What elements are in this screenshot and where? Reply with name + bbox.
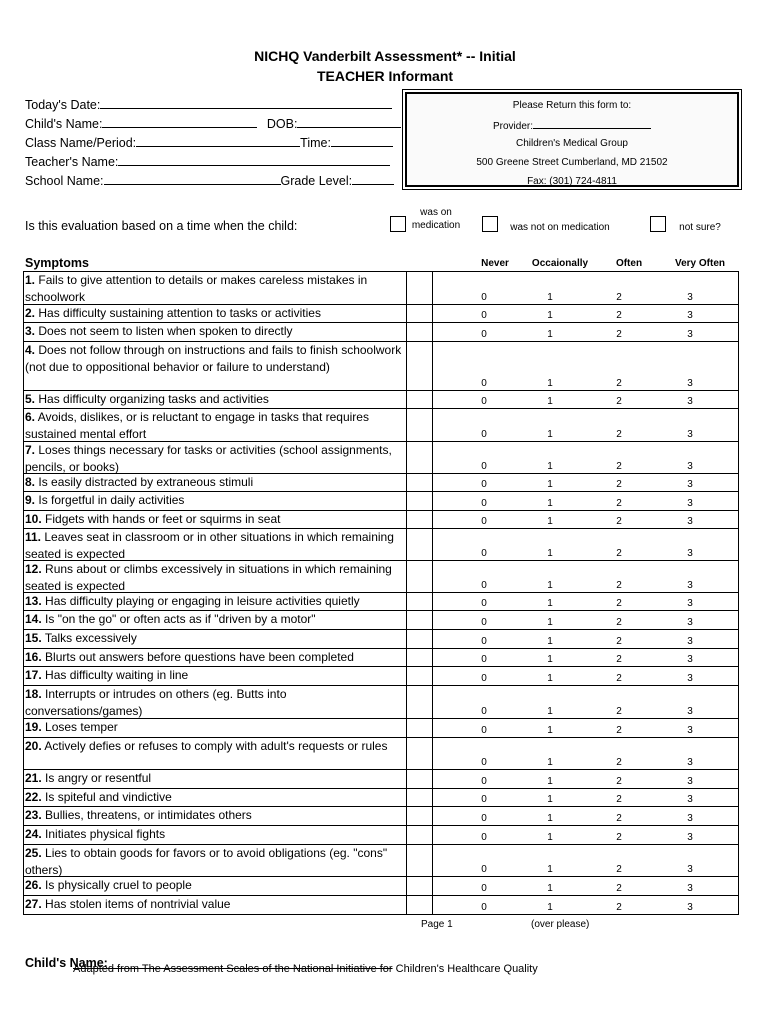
symptom-number: 8. [25, 475, 36, 489]
score-2[interactable]: 2 [616, 516, 622, 527]
score-3[interactable]: 3 [687, 329, 693, 340]
symptom-description: Avoids, dislikes, or is reluctant to engage in tasks that requires sustained mental effort [25, 410, 369, 441]
symptom-description: Has difficulty playing or engaging in leisure activities quietly [45, 594, 360, 608]
symptom-description: Talks excessively [44, 631, 137, 645]
score-3[interactable]: 3 [687, 617, 693, 628]
score-0[interactable]: 0 [481, 757, 487, 768]
symptom-text [23, 789, 407, 806]
symptom-blank-cell [407, 630, 433, 648]
score-0[interactable]: 0 [481, 548, 487, 559]
symptom-number: 2. [25, 306, 36, 320]
symptom-number: 14. [25, 612, 42, 626]
score-3[interactable]: 3 [687, 654, 693, 665]
symptom-row [23, 592, 739, 610]
score-3[interactable]: 3 [687, 883, 693, 894]
score-0[interactable]: 0 [481, 310, 487, 321]
score-0[interactable]: 0 [481, 617, 487, 628]
todays-date-label: Today's Date: [25, 98, 101, 112]
symptom-blank-cell [407, 492, 433, 510]
score-1[interactable]: 1 [547, 429, 553, 440]
todays-date-line[interactable] [100, 97, 392, 109]
score-3[interactable]: 3 [687, 725, 693, 736]
symptom-text [23, 409, 407, 441]
symptom-description: Fails to give attention to details or makes careless mistakes in schoolwork [25, 273, 368, 304]
symptom-number: 15. [25, 631, 42, 645]
return-fax: Fax: (301) 724-4811 [527, 176, 617, 187]
on-medication-checkbox[interactable] [390, 216, 406, 232]
score-2[interactable]: 2 [616, 461, 622, 472]
symptom-blank-cell [407, 807, 433, 825]
symptom-number: 16. [25, 650, 42, 664]
school-name-line[interactable] [104, 173, 281, 185]
symptom-description: Runs about or climbs excessively in situations in which remaining seated is expected [25, 562, 392, 593]
score-1[interactable]: 1 [547, 617, 553, 628]
score-1[interactable]: 1 [547, 813, 553, 824]
score-1[interactable]: 1 [547, 794, 553, 805]
symptom-row [23, 473, 739, 491]
teachers-name-field[interactable] [25, 154, 390, 169]
score-1[interactable]: 1 [547, 883, 553, 894]
score-0[interactable]: 0 [481, 396, 487, 407]
symptoms-header: Symptoms [25, 256, 89, 270]
symptom-text [23, 630, 407, 648]
symptom-blank-cell [407, 529, 433, 560]
return-instruction: Please Return this form to: [512, 100, 632, 111]
score-2[interactable]: 2 [616, 776, 622, 787]
score-0[interactable]: 0 [481, 498, 487, 509]
symptom-text [23, 442, 407, 473]
teachers-name-label: Teacher's Name: [25, 155, 119, 169]
symptom-number: 27. [25, 897, 42, 911]
score-0[interactable]: 0 [481, 292, 487, 303]
score-0[interactable]: 0 [481, 329, 487, 340]
symptom-description: Leaves seat in classroom or in other situations in which remaining seated is expected [25, 530, 394, 561]
score-3[interactable]: 3 [687, 636, 693, 647]
score-3[interactable]: 3 [687, 310, 693, 321]
symptom-row [23, 666, 739, 685]
score-0[interactable]: 0 [481, 598, 487, 609]
symptom-blank-cell [407, 686, 433, 718]
score-0[interactable]: 0 [481, 883, 487, 894]
symptom-number: 9. [25, 493, 36, 507]
score-1[interactable]: 1 [547, 673, 553, 684]
symptom-description: Initiates physical fights [45, 827, 166, 841]
adapted-credit-struck: Adapted from The Assessment Scales of the National Initiative for [73, 963, 393, 975]
score-1[interactable]: 1 [547, 461, 553, 472]
childs-name-line[interactable] [102, 116, 257, 128]
dob-label: DOB: [266, 117, 298, 131]
not-on-medication-checkbox[interactable] [482, 216, 498, 232]
symptom-number: 3. [25, 324, 36, 338]
col-occasionally: Occaionally [531, 258, 589, 269]
symptom-text [23, 686, 407, 718]
score-1[interactable]: 1 [547, 654, 553, 665]
symptom-number: 23. [25, 808, 42, 822]
return-org: Children's Medical Group [516, 138, 628, 149]
score-0[interactable]: 0 [481, 776, 487, 787]
symptom-text [23, 738, 407, 769]
score-0[interactable]: 0 [481, 516, 487, 527]
symptom-blank-cell [407, 789, 433, 806]
score-3[interactable]: 3 [687, 292, 693, 303]
score-3[interactable]: 3 [687, 378, 693, 389]
symptom-row [23, 304, 739, 322]
symptom-blank-cell [407, 667, 433, 685]
class-period-field[interactable] [25, 135, 393, 150]
symptom-blank-cell [407, 611, 433, 629]
score-1[interactable]: 1 [547, 864, 553, 875]
symptom-number: 21. [25, 771, 42, 785]
on-medication-label [406, 206, 466, 232]
symptom-blank-cell [407, 342, 433, 390]
childs-name-label: Child's Name: [25, 117, 103, 131]
symptom-text [23, 272, 407, 304]
score-2[interactable]: 2 [616, 329, 622, 340]
symptom-row [23, 844, 739, 876]
childs-name-field[interactable] [25, 116, 401, 131]
score-0[interactable]: 0 [481, 673, 487, 684]
score-2[interactable]: 2 [616, 310, 622, 321]
score-3[interactable]: 3 [687, 580, 693, 591]
class-period-label: Class Name/Period: [25, 136, 137, 150]
provider-field[interactable] [407, 119, 737, 132]
not-on-medication-label: was not on medication [510, 222, 610, 233]
symptom-text [23, 323, 407, 341]
score-0[interactable]: 0 [481, 864, 487, 875]
score-2[interactable]: 2 [616, 498, 622, 509]
symptom-blank-cell [407, 561, 433, 592]
symptom-description: Does not seem to listen when spoken to directly [38, 324, 293, 338]
time-line[interactable] [331, 135, 393, 147]
score-0[interactable]: 0 [481, 706, 487, 717]
score-1[interactable]: 1 [547, 725, 553, 736]
symptom-blank-cell [407, 738, 433, 769]
symptom-number: 7. [25, 443, 36, 457]
score-3[interactable]: 3 [687, 813, 693, 824]
symptom-description: Lies to obtain goods for favors or to avoid obligations (eg. "cons" others) [25, 846, 388, 877]
adapted-credit-rest: Children's Healthcare Quality [392, 963, 538, 975]
symptom-blank-cell [407, 391, 433, 408]
symptom-number: 4. [25, 343, 36, 357]
score-1[interactable]: 1 [547, 396, 553, 407]
time-label: Time: [300, 136, 331, 150]
symptom-row [23, 788, 739, 806]
symptom-row [23, 806, 739, 825]
symptom-blank-cell [407, 877, 433, 895]
symptom-blank-cell [407, 845, 433, 876]
score-0[interactable]: 0 [481, 461, 487, 472]
score-0[interactable]: 0 [481, 636, 487, 647]
symptom-row [23, 528, 739, 560]
score-2[interactable]: 2 [616, 617, 622, 628]
symptom-description: Is "on the go" or often acts as if "driven by a motor" [45, 612, 316, 626]
score-0[interactable]: 0 [481, 832, 487, 843]
symptom-text [23, 877, 407, 895]
form-subtitle: TEACHER Informant [316, 68, 454, 84]
symptom-blank-cell [407, 511, 433, 528]
score-2[interactable]: 2 [616, 580, 622, 591]
symptom-text [23, 342, 407, 390]
symptom-description: Has difficulty waiting in line [45, 668, 189, 682]
symptom-row [23, 322, 739, 341]
score-0[interactable]: 0 [481, 378, 487, 389]
symptom-text [23, 529, 407, 560]
score-1[interactable]: 1 [547, 310, 553, 321]
symptom-number: 10. [25, 512, 42, 526]
teachers-name-line[interactable] [118, 154, 390, 166]
score-1[interactable]: 1 [547, 378, 553, 389]
symptom-row [23, 560, 739, 592]
score-2[interactable]: 2 [616, 902, 622, 913]
col-very-often: Very Often [674, 258, 726, 269]
score-2[interactable]: 2 [616, 794, 622, 805]
symptom-description: Bullies, threatens, or intimidates others [45, 808, 252, 822]
symptom-description: Has stolen items of nontrivial value [45, 897, 231, 911]
symptom-number: 25. [25, 846, 42, 860]
score-3[interactable]: 3 [687, 461, 693, 472]
school-name-field[interactable] [25, 173, 394, 188]
class-period-line[interactable] [136, 135, 300, 147]
symptom-description: Has difficulty sustaining attention to tasks or activities [38, 306, 321, 320]
adapted-credit [73, 963, 538, 975]
symptom-row [23, 491, 739, 510]
score-0[interactable]: 0 [481, 654, 487, 665]
score-0[interactable]: 0 [481, 813, 487, 824]
score-2[interactable]: 2 [616, 813, 622, 824]
dob-line[interactable] [297, 116, 401, 128]
symptom-blank-cell [407, 409, 433, 441]
score-2[interactable]: 2 [616, 757, 622, 768]
symptom-blank-cell [407, 272, 433, 304]
symptom-description: Does not follow through on instructions and fails to finish schoolwork (not due to oppositional behavior or failure to understand) [25, 343, 402, 374]
symptom-description: Fidgets with hands or feet or squirms in seat [45, 512, 281, 526]
symptom-description: Is angry or resentful [45, 771, 152, 785]
score-2[interactable]: 2 [616, 832, 622, 843]
score-2[interactable]: 2 [616, 636, 622, 647]
symptom-row [23, 648, 739, 666]
score-2[interactable]: 2 [616, 673, 622, 684]
score-3[interactable]: 3 [687, 396, 693, 407]
score-3[interactable]: 3 [687, 498, 693, 509]
score-1[interactable]: 1 [547, 580, 553, 591]
symptom-blank-cell [407, 770, 433, 788]
symptom-number: 17. [25, 668, 42, 682]
symptom-text [23, 649, 407, 666]
symptom-blank-cell [407, 474, 433, 491]
score-1[interactable]: 1 [547, 292, 553, 303]
score-1[interactable]: 1 [547, 498, 553, 509]
score-1[interactable]: 1 [547, 516, 553, 527]
score-1[interactable]: 1 [547, 548, 553, 559]
score-1[interactable]: 1 [547, 636, 553, 647]
symptom-number: 20. [25, 739, 42, 753]
score-2[interactable]: 2 [616, 378, 622, 389]
page-number: Page 1 [421, 919, 453, 930]
symptom-row [23, 876, 739, 895]
symptom-number: 26. [25, 878, 42, 892]
score-3[interactable]: 3 [687, 902, 693, 913]
symptom-text [23, 719, 407, 737]
provider-label: Provider: [492, 121, 533, 132]
symptom-text [23, 305, 407, 322]
score-1[interactable]: 1 [547, 329, 553, 340]
symptom-description: Blurts out answers before questions have been completed [45, 650, 354, 664]
score-3[interactable]: 3 [687, 429, 693, 440]
score-3[interactable]: 3 [687, 548, 693, 559]
score-3[interactable]: 3 [687, 776, 693, 787]
grade-level-line[interactable] [352, 173, 394, 185]
score-1[interactable]: 1 [547, 757, 553, 768]
evaluation-question: Is this evaluation based on a time when the child: [25, 219, 298, 233]
symptom-row [23, 685, 739, 718]
not-sure-checkbox[interactable] [650, 216, 666, 232]
symptom-row [23, 769, 739, 788]
symptom-description: Is spiteful and vindictive [45, 790, 172, 804]
score-2[interactable]: 2 [616, 725, 622, 736]
score-2[interactable]: 2 [616, 548, 622, 559]
symptom-blank-cell [407, 593, 433, 610]
score-3[interactable]: 3 [687, 673, 693, 684]
return-address: 500 Greene Street Cumberland, MD 21502 [476, 157, 668, 168]
symptom-number: 24. [25, 827, 42, 841]
on-medication-label-line1: was on [420, 207, 452, 218]
over-please: (over please) [531, 919, 590, 930]
score-2[interactable]: 2 [616, 396, 622, 407]
symptom-number: 13. [25, 594, 42, 608]
symptom-row [23, 390, 739, 408]
provider-line[interactable] [533, 119, 651, 129]
score-0[interactable]: 0 [481, 725, 487, 736]
symptom-description: Loses temper [45, 720, 118, 734]
symptom-blank-cell [407, 649, 433, 666]
score-2[interactable]: 2 [616, 598, 622, 609]
symptom-number: 22. [25, 790, 42, 804]
score-3[interactable]: 3 [687, 706, 693, 717]
symptom-row [23, 510, 739, 528]
symptom-text [23, 770, 407, 788]
score-0[interactable]: 0 [481, 479, 487, 490]
score-3[interactable]: 3 [687, 757, 693, 768]
form-title: NICHQ Vanderbilt Assessment* -- Initial [254, 48, 516, 64]
symptom-number: 11. [25, 530, 42, 544]
score-2[interactable]: 2 [616, 479, 622, 490]
symptom-row [23, 341, 739, 390]
symptom-text [23, 667, 407, 685]
score-3[interactable]: 3 [687, 794, 693, 805]
symptom-description: Loses things necessary for tasks or activities (school assignments, pencils, or books) [25, 443, 392, 474]
symptom-description: Has difficulty organizing tasks and activities [38, 392, 269, 406]
score-3[interactable]: 3 [687, 864, 693, 875]
not-sure-label: not sure? [679, 222, 721, 233]
symptom-number: 6. [25, 410, 36, 424]
grade-level-label: Grade Level: [280, 174, 353, 188]
col-never: Never [481, 258, 509, 269]
symptom-text [23, 492, 407, 510]
score-1[interactable]: 1 [547, 832, 553, 843]
todays-date-field[interactable] [25, 97, 392, 112]
score-2[interactable]: 2 [616, 654, 622, 665]
score-1[interactable]: 1 [547, 706, 553, 717]
symptom-description: Is easily distracted by extraneous stimuli [38, 475, 254, 489]
return-address-box [405, 92, 739, 187]
symptom-text [23, 561, 407, 592]
symptom-text [23, 593, 407, 610]
score-2[interactable]: 2 [616, 883, 622, 894]
symptom-description: Interrupts or intrudes on others (eg. Butts into conversations/games) [25, 687, 287, 718]
symptom-blank-cell [407, 719, 433, 737]
score-1[interactable]: 1 [547, 776, 553, 787]
score-1[interactable]: 1 [547, 902, 553, 913]
score-0[interactable]: 0 [481, 429, 487, 440]
symptom-number: 12. [25, 562, 42, 576]
score-0[interactable]: 0 [481, 580, 487, 591]
symptom-blank-cell [407, 305, 433, 322]
score-1[interactable]: 1 [547, 479, 553, 490]
score-1[interactable]: 1 [547, 598, 553, 609]
symptom-row [23, 895, 739, 914]
symptom-text [23, 391, 407, 408]
symptom-blank-cell [407, 896, 433, 914]
symptom-blank-cell [407, 442, 433, 473]
score-2[interactable]: 2 [616, 864, 622, 875]
on-medication-label-line2: medication [411, 220, 461, 231]
symptom-number: 18. [25, 687, 42, 701]
score-3[interactable]: 3 [687, 598, 693, 609]
score-3[interactable]: 3 [687, 479, 693, 490]
symptom-text [23, 611, 407, 629]
symptom-text [23, 511, 407, 528]
symptom-blank-cell [407, 826, 433, 844]
symptom-blank-cell [407, 323, 433, 341]
symptom-number: 19. [25, 720, 42, 734]
symptom-number: 1. [25, 273, 36, 287]
symptom-text [23, 826, 407, 844]
school-name-label: School Name: [25, 174, 104, 188]
col-often: Often [615, 258, 643, 269]
symptom-text [23, 807, 407, 825]
footer-child-name-label: Child's Name: [25, 956, 108, 970]
score-2[interactable]: 2 [616, 706, 622, 717]
symptom-row [23, 629, 739, 648]
symptom-text [23, 845, 407, 876]
symptom-description: Is forgetful in daily activities [38, 493, 185, 507]
symptom-row [23, 737, 739, 769]
score-3[interactable]: 3 [687, 516, 693, 527]
score-3[interactable]: 3 [687, 832, 693, 843]
score-0[interactable]: 0 [481, 794, 487, 805]
symptom-row [23, 408, 739, 441]
score-2[interactable]: 2 [616, 429, 622, 440]
symptom-text [23, 474, 407, 491]
symptom-description: Actively defies or refuses to comply with adult's requests or rules [44, 739, 388, 753]
symptom-row [23, 825, 739, 844]
symptom-description: Is physically cruel to people [45, 878, 192, 892]
score-2[interactable]: 2 [616, 292, 622, 303]
symptom-number: 5. [25, 392, 36, 406]
symptom-row [23, 610, 739, 629]
score-0[interactable]: 0 [481, 902, 487, 913]
symptom-row [23, 718, 739, 737]
symptom-row [23, 271, 739, 304]
symptom-row [23, 441, 739, 473]
symptom-text [23, 896, 407, 914]
